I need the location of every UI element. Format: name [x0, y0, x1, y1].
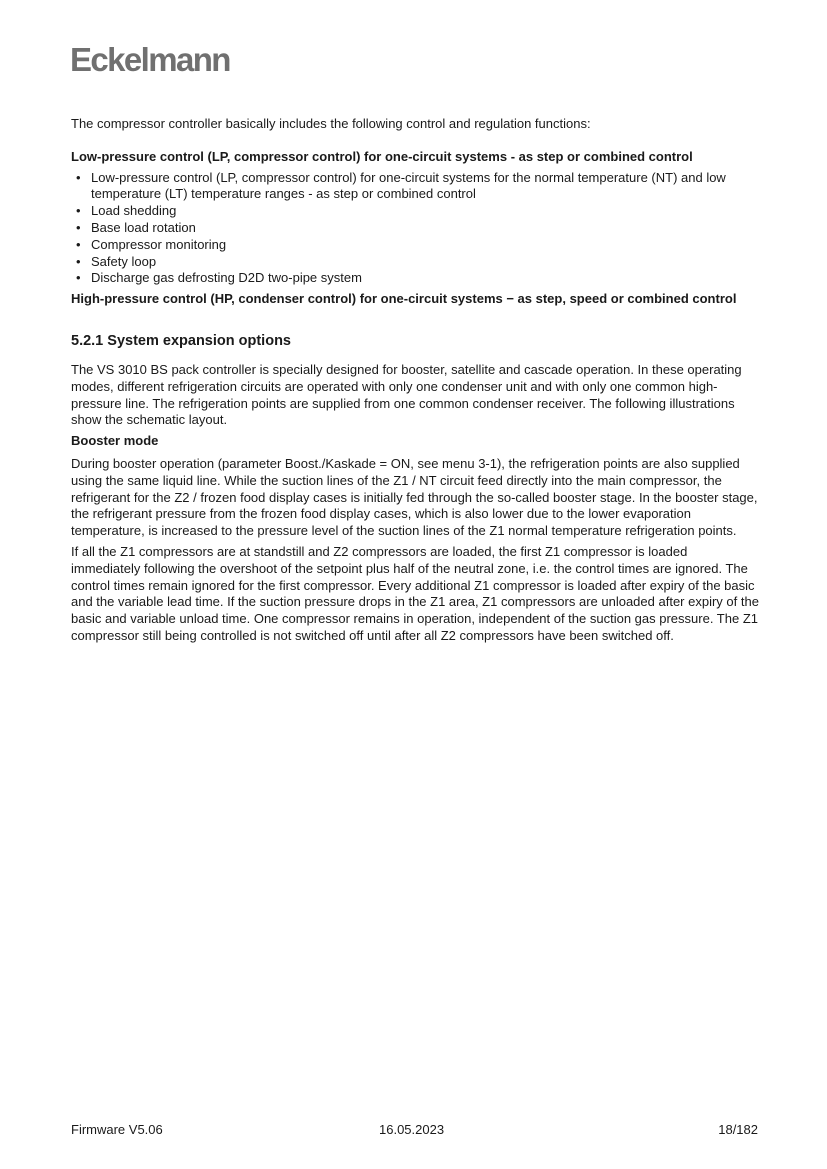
list-item: • Compressor monitoring	[71, 237, 759, 254]
list-item: • Load shedding	[71, 203, 759, 220]
paragraph: If all the Z1 compressors are at standstill and Z2 compressors are loaded, the first Z1 compressor is loaded immediately following the overshoot of the setpoint plus half of the neutral zone, i.e. the control times are ignored. The control times remain ignored for the first compressor. Every additional Z1 compressor is loaded after expiry of the basic and the variable lead time. If the suction pressure drops in the Z1 area, Z1 compressors are unloaded after expiry of the basic and variable unload time. One compressor remains in operation, independent of the suction gas pressure. The Z1 compressor still being controlled is not switched off until after all Z2 compressors have been switched off.	[71, 543, 759, 643]
page-content	[71, 116, 759, 649]
eckelmann-logo: Eckelmann	[70, 41, 230, 78]
list-item: • Base load rotation	[71, 220, 759, 237]
intro-text: The compressor controller basically includes the following control and regulation functions:	[71, 116, 591, 131]
hp-heading: High-pressure control (HP, condenser control) for one-circuit systems − as step, speed or combined control	[71, 291, 737, 307]
page-footer	[71, 1122, 758, 1140]
lp-function-list	[71, 170, 759, 288]
list-item: • Safety loop	[71, 254, 759, 271]
list-item: • Low-pressure control (LP, compressor control) for one-circuit systems for the normal temperature (NT) and low temperature (LT) temperature ranges - as step or combined control	[71, 170, 759, 204]
lp-heading: Low-pressure control (LP, compressor control) for one-circuit systems - as step or combined control	[71, 148, 693, 164]
footer-page-number: 18/182	[718, 1122, 758, 1137]
paragraph: During booster operation (parameter Boost./Kaskade = ON, see menu 3-1), the refrigeration points are also supplied using the same liquid line. While the suction lines of the Z1 / NT circuit feed directly into the main compressor, the refrigerant for the Z2 / frozen food display cases is initially fed through the so-called booster stage. In the booster stage, the refrigerant pressure from the frozen food display cases, which is also lower due to the lower evaporation temperature, is increased to the pressure level of the suction lines of the Z1 normal temperature refrigeration points.	[71, 455, 758, 539]
section-title: 5.2.1 System expansion options	[71, 332, 291, 349]
paragraph: The VS 3010 BS pack controller is specially designed for booster, satellite and cascade operation. In these operating modes, different refrigeration circuits are operated with only one condenser unit and with only one common high-pressure line. The refrigeration points are supplied from one common condenser receiver. The following illustrations show the schematic layout.	[71, 361, 742, 428]
footer-firmware: Firmware V5.06	[71, 1122, 163, 1137]
footer-date: 16.05.2023	[379, 1122, 445, 1137]
booster-mode-heading: Booster mode	[71, 433, 159, 449]
list-item: • Discharge gas defrosting D2D two-pipe system	[71, 270, 759, 287]
